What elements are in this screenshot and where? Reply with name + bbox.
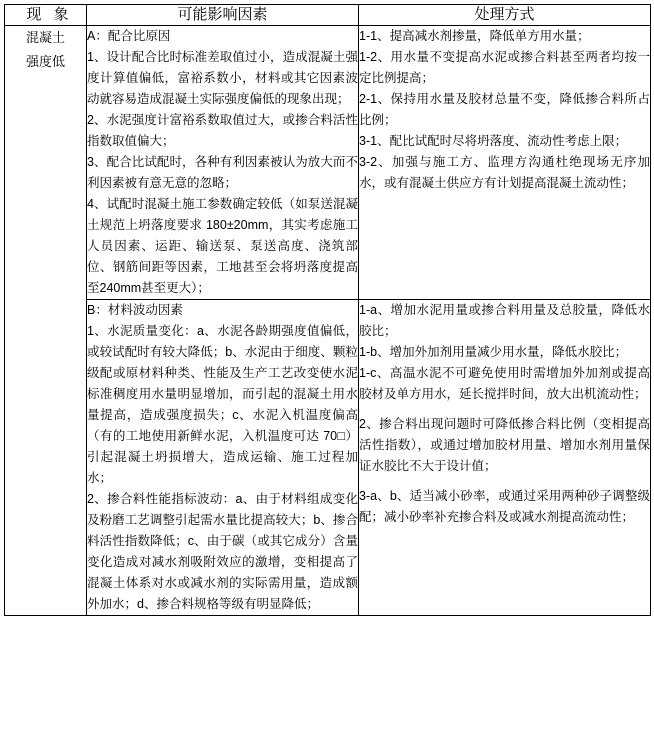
treatment-a-item-1: 1-1、提高减水剂掺量，降低单方用水量； bbox=[359, 28, 590, 43]
factors-a-title: A：配合比原因 bbox=[87, 28, 171, 43]
process-table bbox=[4, 4, 651, 616]
row-label-line-2: 强度低 bbox=[25, 54, 65, 70]
treatment-b-item-1: 1-a、增加水泥用量或掺合料用量及总胶量，降低水胶比； bbox=[359, 302, 650, 338]
factors-section-a bbox=[87, 25, 359, 299]
factors-a-item-2: 2、水泥强度计富裕系数取值过大，或掺合料活性指数取值偏大； bbox=[87, 112, 358, 148]
treatment-b-item-3: 1-c、高温水泥不可避免使用时需增加外加剂或提高胶材及单方用水，延长搅拌时间，放大出机流动性； bbox=[359, 365, 650, 401]
header-treatment: 处理方式 bbox=[359, 5, 651, 26]
treatment-a-item-4: 3-1、配比试配时尽将坍落度、流动性考虑上限； bbox=[359, 133, 628, 148]
factors-a-item-1: 1、设计配合比时标准差取值过小，造成混凝土强度计算值偏低，富裕系数小，材料或其它因素波动就容易造成混凝土实际强度偏低的现象出现； bbox=[87, 49, 358, 106]
row-label-line-1: 混凝土 bbox=[25, 29, 65, 45]
treatment-b-item-2: 1-b、增加外加剂用量减少用水量，降低水胶比； bbox=[359, 344, 628, 359]
factors-section-b bbox=[87, 299, 359, 615]
factors-a-item-4: 4、试配时混凝土施工参数确定较低（如泵送混凝土规范上坍落度要求 180±20mm，其实考虑施工人员因素、运距、输送泵、泵送高度、浇筑部位、钢筋间距等因素，工地甚至会将坍落度提高至240mm甚至更大）； bbox=[87, 196, 358, 295]
factors-b-title: B：材料波动因素 bbox=[87, 302, 183, 317]
factors-a-item-3: 3、配合比试配时，各种有利因素被认为放大而不利因素被有意无意的忽略； bbox=[87, 154, 358, 190]
treatment-a-item-5: 3-2、加强与施工方、监理方沟通杜绝现场无序加水，或有混凝土供应方有计划提高混凝土流动性； bbox=[359, 154, 650, 190]
header-phenomenon: 现 象 bbox=[5, 5, 87, 26]
factors-b-item-1: 1、水泥质量变化：a、水泥各龄期强度值偏低，或较试配时有较大降低；b、水泥由于细度、颗粒级配或原材料种类、性能及生产工艺改变使水泥标准稠度用水量明显增加，而引起的混凝土用水量提高，造成强度损失；c、水泥入机温度偏高（有的工地使用新鲜水泥，入机温度可达 70□）引起混凝土坍损增大，造成运输、施工过程加水； bbox=[87, 323, 358, 485]
factors-b-item-2: 2、掺合料性能指标波动：a、由于材料组成变化及粉磨工艺调整引起需水量比提高较大；b、掺合料活性指数降低；c、由于碳（或其它成分）含量变化造成对减水剂吸附效应的激增，变相提高了混凝土体系对水或减水剂的实际需用量，造成额外加水；d、掺合料规格等级有明显降低； bbox=[87, 491, 358, 611]
treatment-a-item-2: 1-2、用水量不变提高水泥或掺合料甚至两者均按一定比例提高； bbox=[359, 49, 650, 85]
row-label-concrete-low-strength bbox=[5, 25, 87, 615]
treatment-a-item-3: 2-1、保持用水量及胶材总量不变，降低掺合料所占比例； bbox=[359, 91, 650, 127]
table-row bbox=[5, 25, 651, 299]
treatment-b-item-5: 3-a、b、适当减小砂率，或通过采用两种砂子调整级配；减小砂率补充掺合料及或减水剂提高流动性； bbox=[359, 488, 650, 524]
table-row bbox=[5, 299, 651, 615]
header-factors: 可能影响因素 bbox=[87, 5, 359, 26]
treatment-b-item-4: 2、掺合料出现问题时可降低掺合料比例（变相提高活性指数），或通过增加胶材用量、增加水剂用量保证水胶比不大于设计值； bbox=[359, 416, 650, 473]
treatment-section-b bbox=[359, 299, 651, 615]
treatment-section-a bbox=[359, 25, 651, 299]
table-header-row bbox=[5, 5, 651, 26]
